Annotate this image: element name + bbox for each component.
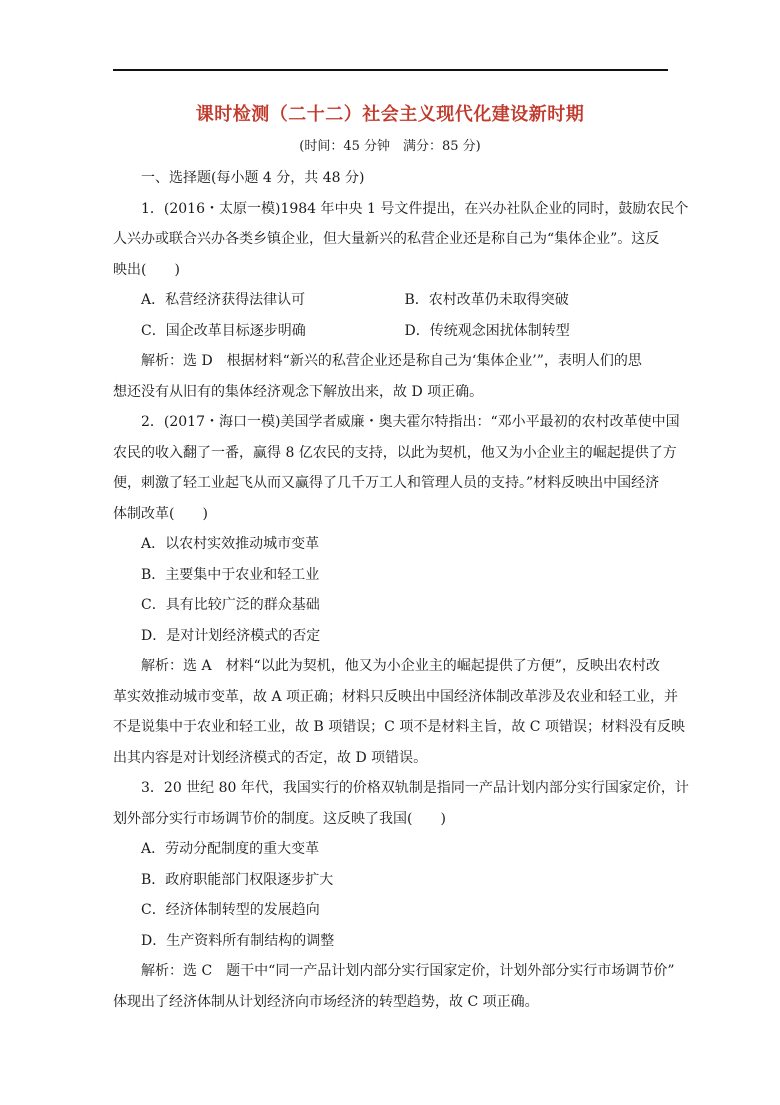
option-a: A．私营经济获得法律认可 [141,292,306,308]
analysis-line: 革实效推动城市变革，故 A 项正确；材料只反映出中国经济体制改革涉及农业和轻工业，并 [113,688,679,705]
question-2 [113,407,685,773]
section-heading: 一、选择题(每小题 4 分，共 48 分) [141,170,365,186]
question-text-line: 2．(2017・海口一模)美国学者威廉・奥夫霍尔特指出：“邓小平最初的农村改革使中国 [141,414,680,430]
option-b: B．政府职能部门权限逐步扩大 [141,871,334,888]
question-1 [113,194,689,408]
option-b: B．主要集中于农业和轻工业 [141,566,320,583]
page-title: 课时检测（二十二）社会主义现代化建设新时期 [195,104,585,125]
analysis-line: 解析：选 D 根据材料“新兴的私营企业还是称自己为‘集体企业’”，表明人们的思 [141,353,642,369]
analysis-line: 解析：选 C 题干中“同一产品计划内部分实行国家定价，计划外部分实行市场调节价” [141,963,675,979]
header-rule [113,69,668,71]
question-text-line: 划外部分实行市场调节价的制度。这反映了我国( ) [113,810,446,827]
question-text-line: 农民的收入翻了一番，赢得 8 亿农民的支持，以此为契机，他又为小企业主的崛起提供了方 [113,444,677,461]
option-d: D．是对计划经济模式的否定 [141,627,321,644]
option-a: A．以农村实效推动城市变革 [141,536,320,552]
option-c: C．经济体制转型的发展趋向 [141,902,320,918]
option-c: C．具有比较广泛的群众基础 [141,597,320,613]
question-text-line: 1．(2016・太原一模)1984 年中央 1 号文件提出，在兴办社队企业的同时，鼓励农民个 [141,200,689,217]
analysis-line: 出其内容是对计划经济模式的否定，故 D 项错误。 [113,749,428,766]
option-d: D．生产资料所有制结构的调整 [141,932,335,949]
option-d: D．传统观念困扰体制转型 [404,322,570,339]
analysis-line: 不是说集中于农业和轻工业，故 B 项错误；C 项不是材料主旨，故 C 项错误；材料没有反映 [113,719,685,735]
analysis-line: 体现出了经济体制从计划经济向市场经济的转型趋势，故 C 项正确。 [113,993,539,1010]
analysis-line: 想还没有从旧有的集体经济观念下解放出来，故 D 项正确。 [113,383,484,400]
option-row [113,316,668,347]
analysis-line: 解析：选 A 材料“以此为契机，他又为小企业主的崛起提供了方便”，反映出农村改 [141,658,660,674]
question-text-line: 体制改革( ) [113,505,208,522]
option-a: A．劳动分配制度的重大变革 [141,841,320,857]
option-row [113,285,668,316]
option-c: C．国企改革目标逐步明确 [141,322,306,339]
question-text-line: 人兴办或联合兴办各类乡镇企业，但大量新兴的私营企业还是称自己为“集体企业”。这反 [113,231,660,247]
page-subtitle: (时间：45 分钟 满分：85 分) [299,139,481,154]
question-text-line: 映出( ) [113,261,180,278]
question-text-line: 3．20 世纪 80 年代，我国实行的价格双轨制是指同一产品计划内部分实行国家定价，计 [141,780,689,796]
question-3 [113,773,689,1017]
question-content [113,163,689,1017]
option-b: B．农村改革仍未取得突破 [404,292,569,308]
question-text-line: 便，刺激了轻工业起飞从而又赢得了几千万工人和管理人员的支持。”材料反映出中国经济 [113,475,660,491]
